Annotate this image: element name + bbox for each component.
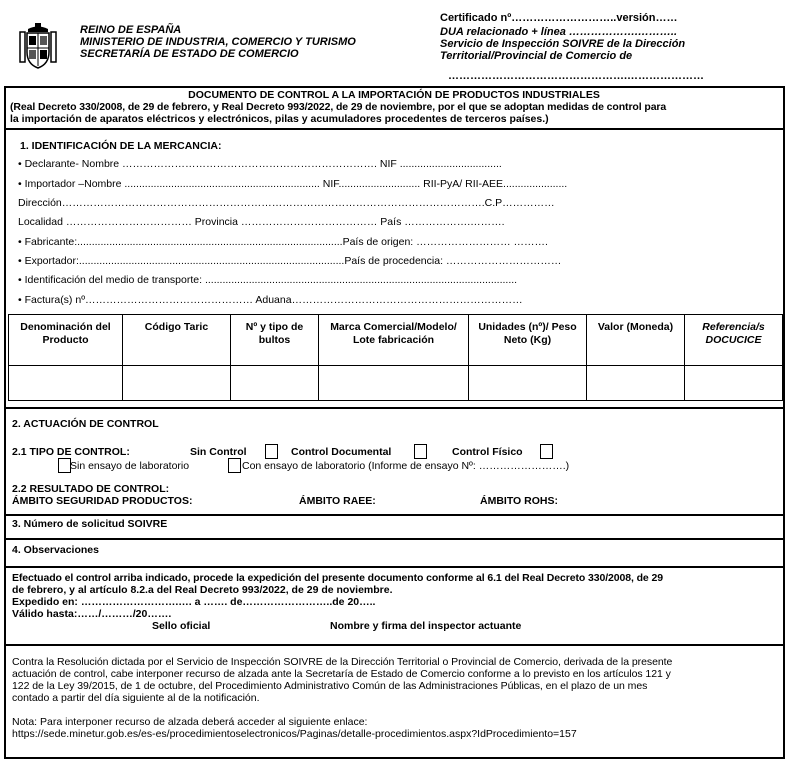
recurso-text-2: actuación de control, cabe interponer recurso de alzada ante la Secretaría de Estado de Comercio conforme a lo previsto en los artículos 121 y [12,668,671,680]
expedition-line-1: Efectuado el control arriba indicado, procede la expedición del presente documento conforme al 6.1 del Real Decreto 330/2008, de 29 [12,572,663,584]
header-left-line-3: SECRETARÍA DE ESTADO DE COMERCIO [80,48,299,60]
control-fisico-label: Control Físico [452,446,523,458]
recurso-text-3: 122 de la Ley 39/2015, de 1 de octubre, del Procedimiento Administrativo Común de las Administraciones Públicas, en el plazo de un mes [12,680,648,692]
control-fisico-checkbox[interactable] [540,444,553,459]
table-cell[interactable] [319,366,469,401]
localidad-field[interactable]: Localidad ……………………………… Provincia ………………………………… País ……………….………. [18,216,505,228]
ambito-rohs-label: ÁMBITO ROHS: [480,495,558,507]
nota-text: Nota: Para interponer recurso de alzada deberá acceder al siguiente enlace: [12,716,368,728]
col-header-bultos: Nº y tipo de bultos [231,315,319,366]
transporte-field[interactable]: • Identificación del medio de transporte: ........................................................................................................... [18,274,518,286]
header-right-line-3: Servicio de Inspección SOIVRE de la Dirección [440,38,686,50]
declarante-field[interactable]: • Declarante- Nombre ………………………………………………………………. NIF ................................... [18,158,502,170]
ambito-seguridad-label: ÁMBITO SEGURIDAD PRODUCTOS: [12,495,193,507]
control-documental-checkbox[interactable] [414,444,427,459]
con-ensayo-label: Con ensayo de laboratorio (Informe de ensayo Nº: …………………….) [242,460,570,472]
sin-control-checkbox[interactable] [265,444,278,459]
table-cell[interactable] [231,366,319,401]
document-subtitle-1: (Real Decreto 330/2008, de 29 de febrero, y Real Decreto 993/2022, de 29 de noviembre, por el que se adoptan medidas de control para [10,101,667,113]
importador-field[interactable]: • Importador –Nombre ................................................................... NIF............................ RII-PyA/ RII-AEE...................... [18,178,568,190]
col-header-valor: Valor (Moneda) [587,315,685,366]
col-header-referencia: Referencia/s DOCUCICE [685,315,783,366]
table-cell[interactable] [469,366,587,401]
sin-ensayo-label: Sin ensayo de laboratorio [70,460,190,472]
col-header-denominacion: Denominación del Producto [9,315,123,366]
direccion-field[interactable]: Dirección………………………………………………………………………………………………………….C.P…………… [18,197,555,209]
section-2-heading: 2. ACTUACIÓN DE CONTROL [12,418,159,430]
resultado-control-label: 2.2 RESULTADO DE CONTROL: [12,483,170,495]
header-right-line-4: Territorial/Provincial de Comercio de [440,50,633,62]
section-1-heading: 1. IDENTIFICACIÓN DE LA MERCANCIA: [20,140,222,152]
table-cell[interactable] [587,366,685,401]
table-cell[interactable] [9,366,123,401]
exportador-field[interactable]: • Exportador:...........................................................................................País de procedencia: …………………………… [18,255,562,267]
recurso-text-4: contado a partir del día siguiente al de la notificación. [12,692,260,704]
table-cell[interactable] [123,366,231,401]
product-table [8,314,783,401]
territorial-field[interactable]: ………………………………………….………………… [448,70,705,82]
col-header-unidades: Unidades (nº)/ Peso Neto (Kg) [469,315,587,366]
ambito-raee-label: ÁMBITO RAEE: [299,495,376,507]
expedition-line-2: de febrero, y al artículo 8.2.a del Real Decreto 993/2022, de 29 de noviembre. [12,584,393,596]
firma-inspector-label: Nombre y firma del inspector actuante [330,620,522,632]
recurso-text-1: Contra la Resolución dictada por el Servicio de Inspección SOIVRE de la Dirección Territorial o Provincial de Comercio, derivada de la presente [12,656,673,668]
table-header-row [9,315,783,366]
header-left-line-1: REINO DE ESPAÑA [80,24,182,36]
fabricante-field[interactable]: • Fabricante:...........................................................................................País de origen: ……………………… ………. [18,236,548,248]
section-3-heading: 3. Número de solicitud SOIVRE [12,518,168,530]
control-documental-label: Control Documental [291,446,392,458]
col-header-codigo-taric: Código Taric [123,315,231,366]
sello-oficial-label: Sello oficial [152,620,211,632]
table-cell[interactable] [685,366,783,401]
procedimiento-link[interactable]: https://sede.minetur.gob.es/es-es/procedimientoselectronicos/Paginas/detalle-procedimientos.aspx?IdProcedimiento=157 [12,728,577,740]
sin-control-label: Sin Control [190,446,247,458]
coat-of-arms-icon [18,22,58,70]
header-left-line-2: MINISTERIO DE INDUSTRIA, COMERCIO Y TURISMO [80,36,356,48]
certificado-field[interactable]: Certificado nº………………………..versión…… [440,12,678,24]
tipo-control-label: 2.1 TIPO DE CONTROL: [12,446,130,458]
table-row [9,366,783,401]
document-title: DOCUMENTO DE CONTROL A LA IMPORTACIÓN DE PRODUCTOS INDUSTRIALES [188,89,600,101]
dua-field[interactable]: DUA relacionado + línea ……………….……….. [440,26,678,38]
col-header-marca: Marca Comercial/Modelo/ Lote fabricación [319,315,469,366]
valido-hasta-field[interactable]: Válido hasta:……/………/20……. [12,608,172,620]
factura-field[interactable]: • Factura(s) nº………………………………………… Aduana………………………………………………………… [18,294,523,306]
con-ensayo-checkbox[interactable] [228,458,241,473]
document-subtitle-2: la importación de aparatos eléctricos y electrónicos, pilas y acumuladores procedentes de terceros países.) [10,113,549,125]
expedido-en-field[interactable]: Expedido en: ……………………….…. a ……. de……………………..de 20….. [12,596,376,608]
section-4-heading: 4. Observaciones [12,544,99,556]
